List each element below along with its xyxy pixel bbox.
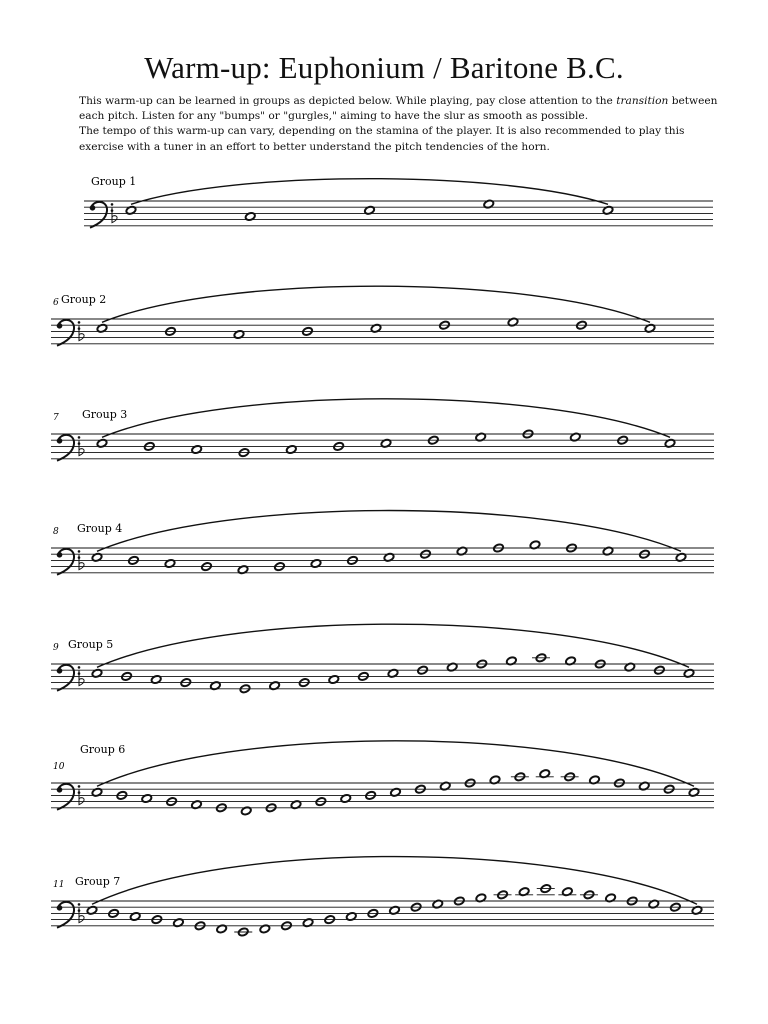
group-label: Group 1 [91,175,137,188]
bass-clef-dot [78,436,81,439]
instructions-emphasis: transition [616,95,669,107]
bass-clef-icon [57,668,63,674]
measure-number: 11 [53,880,65,890]
bass-clef-icon [57,905,63,911]
group-label: Group 7 [75,875,121,888]
slur [97,511,681,552]
bass-clef-dot [78,321,81,324]
bass-clef-dot [78,550,81,553]
group-label: Group 6 [80,743,126,756]
bass-clef-icon [57,323,63,329]
slur [131,179,608,205]
slur [97,741,694,786]
measure-number: 9 [53,643,59,653]
bass-clef-dot [111,203,114,206]
measure-number: 8 [53,527,59,537]
group-label: Group 5 [68,638,114,651]
group-label: Group 3 [82,408,128,421]
instructions-text: between each pitch. Listen for any "bumps" or "gurgles," aiming to have the slur as smooth as possible. [79,95,718,123]
slur [102,399,670,437]
instructions-text: This warm-up can be learned in groups as depicted below. While playing, pay close attention to the [79,95,617,107]
measure-number: 6 [53,298,59,308]
instructions-paragraph-2: The tempo of this warm-up can vary, depending on the stamina of the player. It is also recommended to play this exercise with a tuner in an effort to better understand the pitch tendencies of the horn. [79,125,685,153]
measure-number: 10 [53,762,65,772]
slur [102,286,650,322]
bass-clef-icon [90,205,96,211]
bass-clef-dot [78,785,81,788]
bass-clef-icon [57,787,63,793]
bass-clef-icon [57,438,63,444]
bass-clef-icon [57,552,63,558]
bass-clef-dot [78,666,81,669]
bass-clef-dot [78,903,81,906]
group-label: Group 2 [61,293,107,306]
group-label: Group 4 [77,522,123,535]
page-title: Warm-up: Euphonium / Baritone B.C. [144,50,624,85]
measure-number: 7 [53,413,59,423]
